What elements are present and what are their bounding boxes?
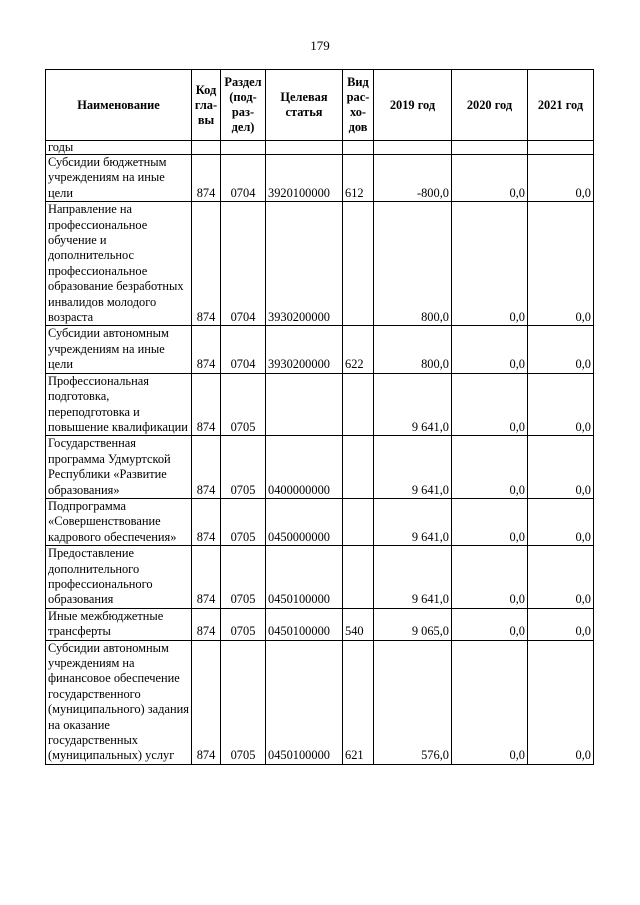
row-amount-2021: 0,0 <box>528 326 594 373</box>
continuation-text: годы <box>46 141 192 155</box>
row-name: Субсидии бюджетным учреждениям на иные цели <box>46 155 192 202</box>
table-row <box>46 608 594 640</box>
row-name: Субсидии автономным учреждениям на иные цели <box>46 326 192 373</box>
row-section-code: 0704 <box>221 155 266 202</box>
table-row <box>46 640 594 764</box>
row-amount-2021: 0,0 <box>528 373 594 436</box>
row-amount-2020: 0,0 <box>452 373 528 436</box>
row-amount-2021: 0,0 <box>528 640 594 764</box>
row-name: Подпрограмма «Совершенствование кадрового обеспечения» <box>46 498 192 545</box>
table-row <box>46 373 594 436</box>
row-amount-2021: 0,0 <box>528 608 594 640</box>
header-target: Целевая статья <box>266 70 343 141</box>
row-amount-2019: 9 065,0 <box>374 608 452 640</box>
row-name: Предоставление дополнительного профессионального образования <box>46 546 192 609</box>
row-expense-type <box>343 373 374 436</box>
row-amount-2020: 0,0 <box>452 498 528 545</box>
row-expense-type <box>343 436 374 499</box>
table-row <box>46 546 594 609</box>
row-name: Направление на профессиональное обучение и дополнительнос профессиональное образование безработных инвалидов молодого возраста <box>46 202 192 326</box>
header-name: Наименование <box>46 70 192 141</box>
row-section-code: 0704 <box>221 326 266 373</box>
row-chapter-code: 874 <box>192 202 221 326</box>
row-amount-2021: 0,0 <box>528 498 594 545</box>
budget-table <box>45 69 594 765</box>
row-name: Субсидии автономным учреждениям на финансовое обеспечение государственного (муниципального) задания на оказание государственных (муниципальных) услуг <box>46 640 192 764</box>
row-section-code: 0705 <box>221 546 266 609</box>
row-section-code: 0705 <box>221 498 266 545</box>
row-expense-type: 612 <box>343 155 374 202</box>
row-target-article: 0450000000 <box>266 498 343 545</box>
row-amount-2019: 800,0 <box>374 202 452 326</box>
row-expense-type <box>343 498 374 545</box>
row-amount-2019: 9 641,0 <box>374 546 452 609</box>
row-amount-2021: 0,0 <box>528 202 594 326</box>
row-target-article: 0450100000 <box>266 546 343 609</box>
row-target-article: 0400000000 <box>266 436 343 499</box>
header-section: Раздел (под- раз- дел) <box>221 70 266 141</box>
table-row <box>46 436 594 499</box>
row-amount-2021: 0,0 <box>528 436 594 499</box>
row-amount-2020: 0,0 <box>452 436 528 499</box>
row-target-article <box>266 373 343 436</box>
row-amount-2020: 0,0 <box>452 608 528 640</box>
row-amount-2019: 576,0 <box>374 640 452 764</box>
row-section-code: 0705 <box>221 608 266 640</box>
row-name: Профессиональная подготовка, переподготовка и повышение квалификации <box>46 373 192 436</box>
row-section-code: 0705 <box>221 373 266 436</box>
row-section-code: 0704 <box>221 202 266 326</box>
row-chapter-code: 874 <box>192 640 221 764</box>
row-chapter-code: 874 <box>192 373 221 436</box>
row-expense-type: 621 <box>343 640 374 764</box>
header-expense: Вид рас- хо- дов <box>343 70 374 141</box>
row-amount-2020: 0,0 <box>452 326 528 373</box>
row-amount-2019: 9 641,0 <box>374 436 452 499</box>
row-section-code: 0705 <box>221 436 266 499</box>
row-chapter-code: 874 <box>192 155 221 202</box>
row-section-code: 0705 <box>221 640 266 764</box>
row-target-article: 3920100000 <box>266 155 343 202</box>
row-amount-2020: 0,0 <box>452 546 528 609</box>
row-amount-2019: 9 641,0 <box>374 373 452 436</box>
row-chapter-code: 874 <box>192 436 221 499</box>
row-chapter-code: 874 <box>192 498 221 545</box>
row-chapter-code: 874 <box>192 546 221 609</box>
table-row <box>46 202 594 326</box>
row-expense-type <box>343 202 374 326</box>
row-expense-type: 622 <box>343 326 374 373</box>
row-name: Государственная программа Удмуртской Республики «Развитие образования» <box>46 436 192 499</box>
header-2021: 2021 год <box>528 70 594 141</box>
row-expense-type <box>343 546 374 609</box>
row-amount-2021: 0,0 <box>528 155 594 202</box>
row-chapter-code: 874 <box>192 608 221 640</box>
continuation-row <box>46 141 594 155</box>
page-number: 179 <box>310 38 330 53</box>
row-target-article: 0450100000 <box>266 640 343 764</box>
header-chapter: Код гла- вы <box>192 70 221 141</box>
row-amount-2019: -800,0 <box>374 155 452 202</box>
header-2019: 2019 год <box>374 70 452 141</box>
row-amount-2019: 9 641,0 <box>374 498 452 545</box>
row-chapter-code: 874 <box>192 326 221 373</box>
row-amount-2019: 800,0 <box>374 326 452 373</box>
row-target-article: 3930200000 <box>266 326 343 373</box>
row-name: Иные межбюджетные трансферты <box>46 608 192 640</box>
header-2020: 2020 год <box>452 70 528 141</box>
table-row <box>46 326 594 373</box>
row-amount-2020: 0,0 <box>452 640 528 764</box>
table-row <box>46 498 594 545</box>
row-amount-2020: 0,0 <box>452 155 528 202</box>
table-header-row <box>46 70 594 141</box>
row-expense-type: 540 <box>343 608 374 640</box>
row-target-article: 0450100000 <box>266 608 343 640</box>
row-amount-2020: 0,0 <box>452 202 528 326</box>
row-amount-2021: 0,0 <box>528 546 594 609</box>
row-target-article: 3930200000 <box>266 202 343 326</box>
table-row <box>46 155 594 202</box>
